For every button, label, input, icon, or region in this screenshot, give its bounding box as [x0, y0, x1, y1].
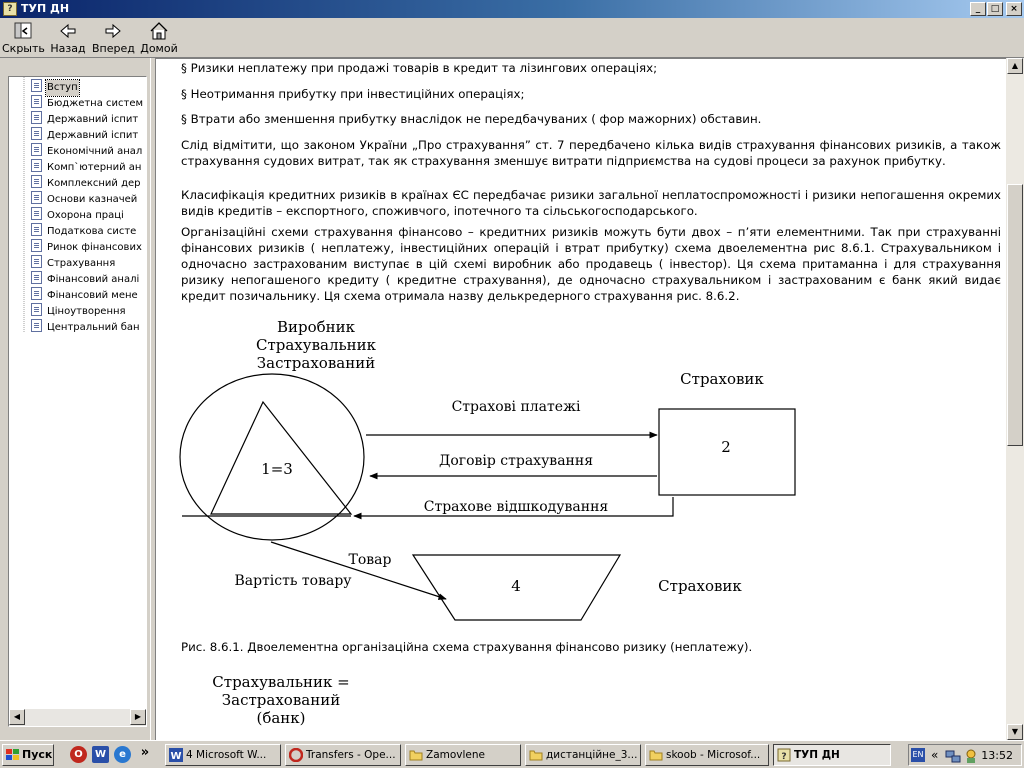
word-icon[interactable]: W — [92, 746, 109, 763]
home-label: Домой — [140, 42, 178, 55]
page-icon — [31, 255, 42, 268]
task-skoob[interactable]: skoob - Microsof... — [645, 744, 769, 766]
policyholder-equals-label: Страхувальник = — [212, 673, 350, 691]
internet-explorer-icon[interactable]: e — [114, 746, 131, 763]
tree-item[interactable]: Фінансовий мене — [31, 287, 139, 303]
tree-item-intro[interactable]: Вступ — [31, 79, 79, 95]
forward-arrow-icon — [102, 20, 124, 42]
bank-label: (банк) — [256, 709, 306, 727]
insured-party-label: Страхувальник — [255, 336, 377, 354]
page-icon — [31, 287, 42, 300]
start-button[interactable] — [2, 744, 54, 766]
insurance-scheme-diagram — [176, 314, 816, 644]
payments-label: Страхові платежі — [451, 399, 581, 415]
task-word[interactable]: W 4 Microsoft W... — [165, 744, 281, 766]
language-indicator[interactable]: EN — [911, 748, 925, 762]
home-button[interactable] — [139, 20, 179, 56]
content-vertical-scrollbar[interactable] — [1006, 58, 1024, 740]
task-opera-transfers[interactable]: Transfers - Ope... — [285, 744, 401, 766]
beneficiary-label: Застрахований — [256, 354, 376, 372]
back-label: Назад — [50, 42, 86, 55]
page-icon — [31, 207, 42, 220]
maximize-button[interactable]: □ — [987, 2, 1003, 16]
title-bar — [0, 0, 1024, 18]
scroll-down-button[interactable]: ▼ — [1007, 724, 1023, 740]
page-icon — [31, 127, 42, 140]
bullet-force-majeure: § Втрати або зменшення прибутку внаслідок не передбачуваних ( фор мажорних) обставин. — [181, 112, 762, 126]
tree-item[interactable]: Комп`ютерний ан — [31, 159, 142, 175]
svg-text:?: ? — [781, 752, 787, 762]
scroll-left-button[interactable]: ◀ — [9, 709, 25, 725]
goods-arrow — [271, 542, 446, 599]
contract-label: Договір страхування — [438, 453, 594, 469]
bullet-nonpayment: § Ризики неплатежу при продажі товарів в кредит та лізингових операціях; — [181, 61, 658, 75]
forward-button[interactable] — [92, 20, 134, 56]
bullet-no-profit: § Неотримання прибутку при інвестиційних операціях; — [181, 87, 525, 101]
tree-item[interactable]: Державний іспит — [31, 111, 139, 127]
minimize-button[interactable]: _ — [970, 2, 986, 16]
page-icon — [31, 159, 42, 172]
page-icon — [31, 319, 42, 332]
toolbar — [0, 18, 1024, 58]
insurer-label-bottom: Страховик — [658, 577, 742, 595]
tree-item[interactable]: Ринок фінансових — [31, 239, 143, 255]
tray-chevron[interactable]: « — [931, 748, 939, 762]
second-diagram-label — [206, 673, 356, 727]
topic-content — [156, 58, 1006, 740]
producer-label: Виробник — [276, 318, 356, 336]
opera-icon[interactable]: O — [70, 746, 87, 763]
task-folder-distance[interactable]: дистанційне_3... — [525, 744, 641, 766]
hide-button[interactable] — [2, 20, 44, 56]
page-icon — [31, 191, 42, 204]
start-label: Пуск — [22, 748, 53, 761]
page-icon — [31, 239, 42, 252]
tree-item[interactable]: Бюджетна систем — [31, 95, 144, 111]
task-tup-dn[interactable]: ? ТУП ДН — [773, 744, 891, 766]
trapezoid-label: 4 — [511, 577, 521, 595]
messenger-icon[interactable] — [963, 748, 979, 764]
page-icon — [31, 303, 42, 316]
hide-label: Скрыть — [2, 42, 45, 55]
tree-item[interactable]: Економічний анал — [31, 143, 143, 159]
page-icon — [31, 223, 42, 236]
scroll-right-button[interactable]: ▶ — [130, 709, 146, 725]
triangle-label: 1=3 — [261, 460, 293, 478]
window-title: ТУП ДН — [21, 2, 70, 15]
insurer-box-label: 2 — [721, 438, 731, 456]
tree-item[interactable]: Фінансовий аналі — [31, 271, 140, 287]
network-icon[interactable] — [945, 748, 961, 764]
page-icon — [31, 111, 42, 124]
nav-horizontal-scrollbar[interactable] — [9, 709, 146, 726]
navigation-pane — [8, 76, 147, 727]
help-file-icon: ? — [3, 2, 17, 16]
quicklaunch-chevron[interactable]: » — [140, 745, 150, 760]
figure-caption: Рис. 8.6.1. Двоелементна організаційна схема страхування фінансово ризику (неплатежу). — [181, 640, 753, 654]
contents-tree — [9, 77, 146, 709]
paragraph-classification: Класифікація кредитних ризиків в країнах ЄС передбачає ризики загальної неплатоспроможності і ризики непогашення окремих видів кредитів – експортного, споживчого, іпотечного та сільськогосподарського. — [181, 188, 1001, 218]
insured-label: Застрахований — [221, 691, 341, 709]
folder-icon — [409, 748, 423, 762]
close-button[interactable]: × — [1006, 2, 1022, 16]
windows-logo-icon — [6, 749, 19, 761]
home-icon — [148, 20, 170, 42]
hide-panel-icon — [12, 20, 34, 42]
paragraph-schemes: Організаційні схеми страхування фінансово – кредитних ризиків можуть бути двох – п’яти елементними. Так при страхуванні фінансових ризиків ( неплатежу, інвестиційних операцій і втрат прибутку) схема двоелементна рис 8.6.1. Страхувальником і одночасно застрахованим виступає в цій схемі виробник або продавець ( інвестор). Ця схема притаманна і для страхування ризику непогашеного кредиту ( кредитне страхування), де одночасно страхувальником і застрахованим є банк який видає кредит позичальнику. Ця схема отримала назву делькредерного страхування рис. 8.6.2. — [181, 225, 1001, 303]
page-icon — [31, 95, 42, 108]
goods-label: Товар — [348, 552, 392, 568]
insurer-label-top: Страховик — [680, 370, 764, 388]
paragraph-law: Слід відмітити, що законом України „Про страхування” ст. 7 передбачено кілька видів страхування фінансових ризиків, а також страхування судових витрат, так як страхування зменшує витрати підприємства на судові процеси за рахунок прибутку. — [181, 138, 1001, 168]
svg-text:W: W — [170, 751, 182, 762]
producer-circle — [180, 374, 364, 540]
word-icon — [169, 748, 183, 762]
page-icon — [31, 143, 42, 156]
triangle — [211, 402, 351, 514]
folder-icon — [649, 748, 663, 762]
tree-item[interactable]: Охорона праці — [31, 207, 125, 223]
compensation-label: Страхове відшкодування — [423, 499, 609, 515]
tree-item[interactable]: Страхування — [31, 255, 116, 271]
back-button[interactable] — [48, 20, 88, 56]
page-icon — [31, 271, 42, 284]
page-icon — [31, 175, 42, 188]
folder-icon — [529, 748, 543, 762]
forward-label: Вперед — [92, 42, 135, 55]
scroll-up-button[interactable]: ▲ — [1007, 58, 1023, 74]
tree-item[interactable]: Центральний бан — [31, 319, 141, 335]
scroll-thumb[interactable] — [1007, 184, 1023, 446]
page-icon — [31, 79, 42, 92]
clock: 13:52 — [981, 749, 1013, 762]
help-file-icon — [777, 748, 791, 762]
system-tray — [908, 744, 1022, 766]
tree-item[interactable]: Комплексний дер — [31, 175, 142, 191]
task-folder-zamovlene[interactable]: Zamovlene — [405, 744, 521, 766]
tree-item[interactable]: Ціноутворення — [31, 303, 127, 319]
tree-item[interactable]: Державний іспит — [31, 127, 139, 143]
goods-value-label: Вартість товару — [234, 573, 352, 589]
back-arrow-icon — [57, 20, 79, 42]
taskbar — [0, 740, 1024, 768]
tree-item[interactable]: Податкова систе — [31, 223, 137, 239]
tree-item[interactable]: Основи казначей — [31, 191, 138, 207]
opera-icon — [289, 748, 303, 762]
